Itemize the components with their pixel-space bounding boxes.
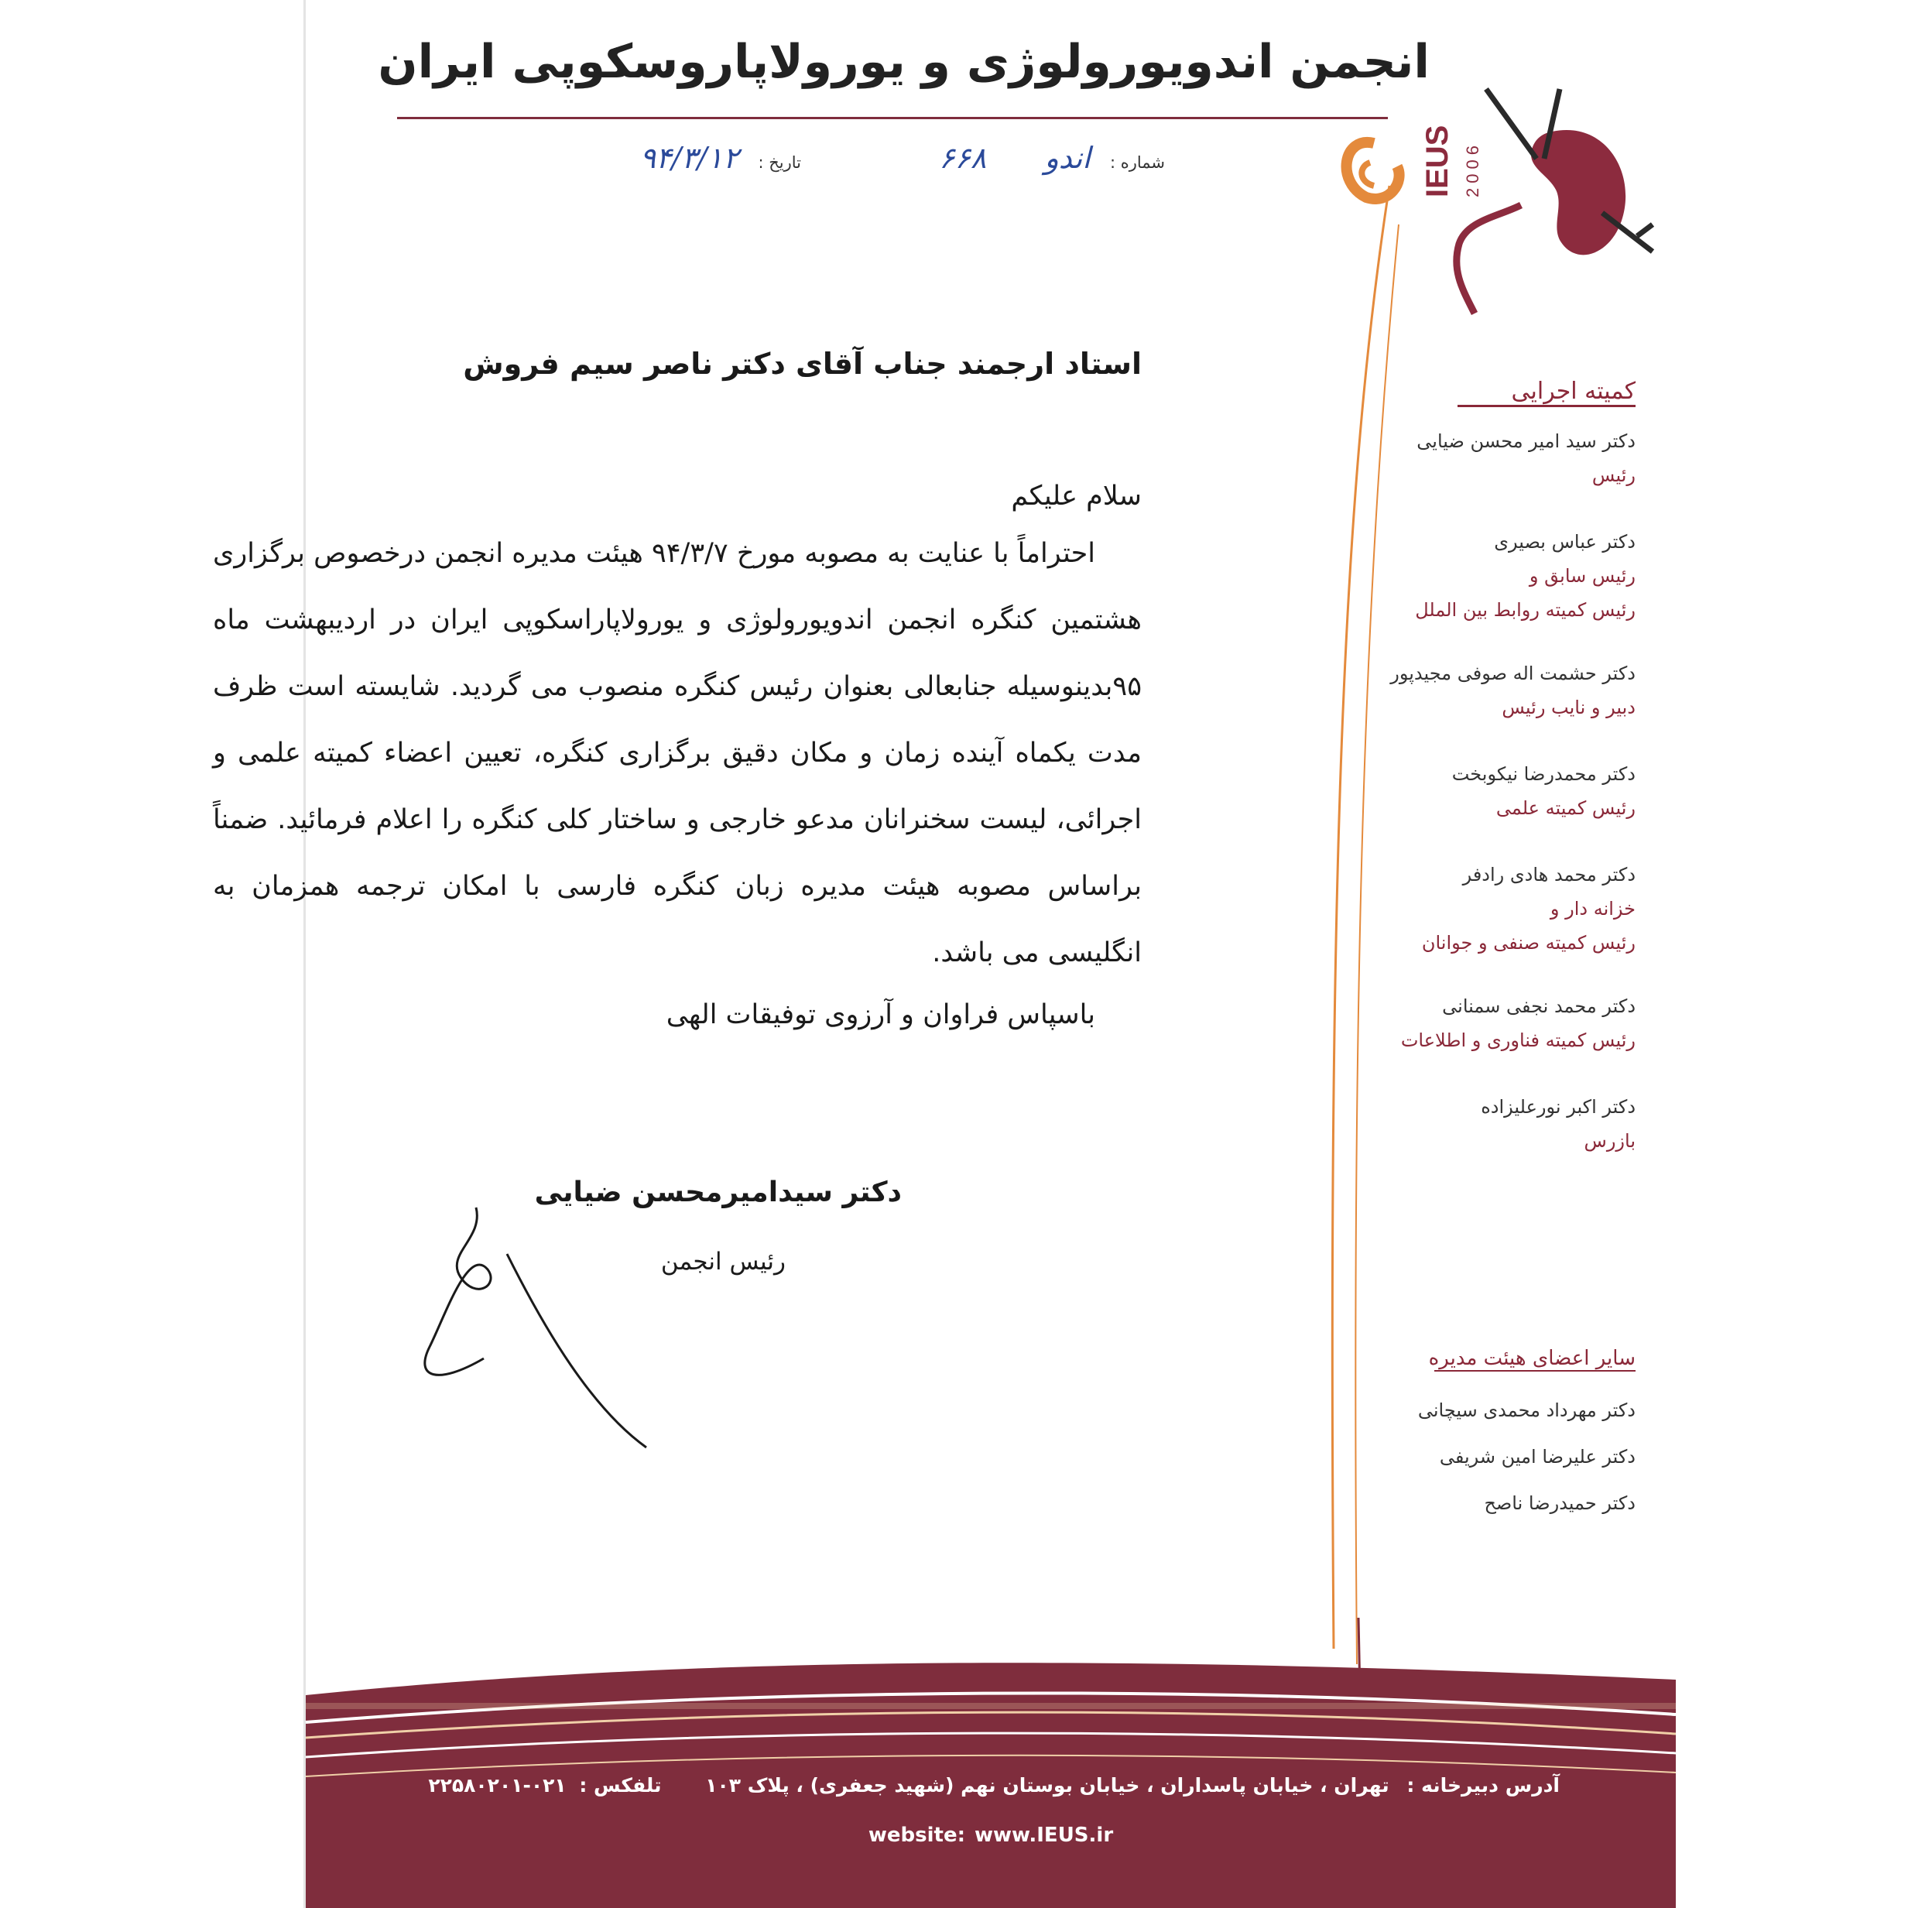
member-item [1310, 858, 1636, 960]
website-link[interactable]: www.IEUS.ir [974, 1824, 1114, 1847]
signatory-name: دکتر سیدامیرمحسن ضیایی [534, 1177, 902, 1208]
member-name: دکتر سید امیر محسن ضیایی [1416, 430, 1636, 452]
board-member: دکتر مهرداد محمدی سیچانی [1417, 1399, 1636, 1421]
member-role: دبیر و نایب رئیس [1502, 697, 1636, 718]
date-value-handwritten: ۹۴/۳/۱۲ [639, 141, 739, 175]
recipient-line: استاد ارجمند جناب آقای دکتر ناصر سیم فروش [463, 347, 1142, 381]
greeting: سلام علیکم [1011, 481, 1142, 512]
board-member: دکتر علیرضا امین شریفی [1439, 1446, 1636, 1468]
date-label: تاریخ : [758, 153, 801, 172]
fax-number: ۰۲۱-۲۲۵۸۰۲۰۱ [428, 1774, 567, 1797]
footer-website [306, 1824, 1676, 1847]
website-label: website: [868, 1824, 965, 1847]
organization-title: انجمن اندویورولوژی و یورولاپاروسکوپی ایران [378, 35, 1430, 89]
member-item [1310, 757, 1636, 825]
member-role: خزانه دار و [1550, 898, 1636, 920]
member-role: بازرس [1584, 1130, 1636, 1152]
letterhead-page [213, 0, 1676, 1908]
handwritten-signature [414, 1192, 662, 1471]
executive-committee-panel [1310, 378, 1636, 1158]
member-role: رئیس کمیته روابط بین الملل [1415, 599, 1636, 621]
member-role: رئیس [1591, 464, 1636, 486]
board-heading: سایر اعضای هیئت مدیره [1428, 1347, 1636, 1370]
member-name: دکتر حشمت اله صوفی مجیدپور [1390, 663, 1636, 684]
logo-text: IEUS [1420, 125, 1454, 197]
board-heading-rule [1434, 1370, 1636, 1372]
number-label: شماره : [1109, 153, 1165, 172]
board-members-panel [1310, 1347, 1636, 1526]
board-member: دکتر حمیدرضا ناصح [1484, 1492, 1636, 1514]
member-role: رئیس کمیته علمی [1495, 797, 1636, 819]
member-name: دکتر اکبر نورعلیزاده [1481, 1096, 1636, 1118]
fax-label: تلفکس : [579, 1774, 662, 1797]
closing-line: باسپاس فراوان و آرزوی توفیقات الهی [666, 999, 1095, 1030]
exec-heading-rule [1458, 405, 1636, 407]
member-item [1310, 424, 1636, 492]
number-prefix-handwritten: اندو [1044, 141, 1091, 175]
exec-committee-heading: کمیته اجرایی [1511, 378, 1636, 405]
footer-address-line [399, 1774, 1560, 1797]
member-role: رئیس کمیته فناوری و اطلاعات [1400, 1029, 1636, 1051]
member-role: رئیس سابق و [1529, 565, 1636, 587]
date-field [492, 141, 801, 175]
title-underline [397, 117, 1388, 119]
number-field [840, 141, 1165, 175]
member-name: دکتر محمدرضا نیکوبخت [1451, 763, 1636, 785]
member-name: دکتر عباس بصیری [1494, 531, 1636, 553]
logo-year: 2006 [1463, 141, 1482, 197]
address-label: آدرس دبیرخانه : [1406, 1774, 1560, 1797]
member-item [1310, 525, 1636, 627]
member-name: دکتر محمد نجفی سمنانی [1442, 995, 1636, 1017]
letter-paragraph: احتراماً با عنایت به مصوبه مورخ ۹۴/۳/۷ هیئت مدیره انجمن درخصوص برگزاری هشتمین کنگره انجمن اندویورولوژی و یورولاپاراسکوپی ایران در اردیبهشت ماه ۹۵بدینوسیله جنابعالی بعنوان رئیس کنگره منصوب می گردید. شایسته است ظرف مدت یکماه آینده زمان و مکان دقیق برگزاری کنگره، تعیین اعضاء کمیته علمی و اجرائی، لیست سخنرانان مدعو خارجی و ساختار کلی کنگره را اعلام فرمائید. ضمناً براساس مصوبه هیئت مدیره زبان کنگره فارسی با امکان ترجمه همزمان به انگلیسی می باشد. [213, 538, 1142, 968]
member-role: رئیس کمیته صنفی و جوانان [1421, 932, 1636, 954]
signatory-role: رئیس انجمن [660, 1248, 786, 1276]
member-item [1310, 656, 1636, 724]
member-item [1310, 1090, 1636, 1158]
number-value-handwritten: ۶۶۸ [939, 141, 987, 175]
member-item [1310, 989, 1636, 1057]
address-text: تهران ، خیابان پاسداران ، خیابان بوستان نهم (شهید جعفری) ، پلاک ۱۰۳ [705, 1774, 1389, 1797]
member-name: دکتر محمد هادی رادفر [1462, 864, 1636, 885]
